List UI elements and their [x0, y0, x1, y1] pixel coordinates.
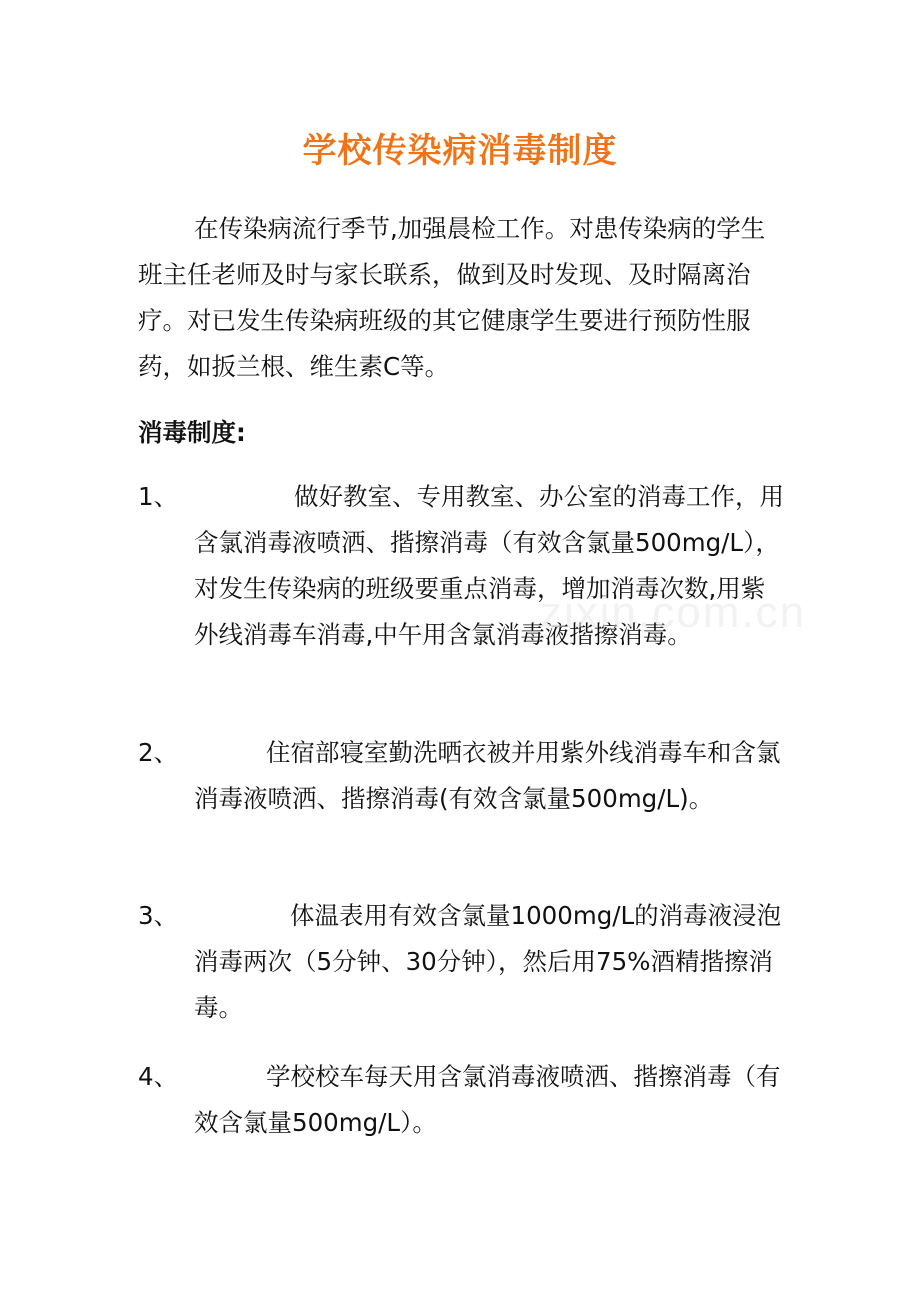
watermark: zixin.com.cn	[540, 588, 807, 637]
document-title: 学校传染病消毒制度	[302, 131, 618, 171]
list-item-number: 3、	[138, 901, 179, 930]
list-item-number: 4、	[138, 1062, 179, 1091]
list-item-text: 做好教室、专用教室、办公室的消毒工作，用含氯消毒液喷洒、揩擦消毒（有效含氯量500mg/L），对发生传染病的班级要重点消毒，增加消毒次数,用紫外线消毒车消毒,中午用含氯消毒液揩擦消毒。	[194, 482, 784, 649]
list-item	[138, 1054, 788, 1146]
section-label: 消毒制度:	[138, 418, 246, 447]
list-item-text: 体温表用有效含氯量1000mg/L的消毒液浸泡消毒两次（5分钟、30分钟），然后用75%酒精揩擦消毒。	[194, 901, 782, 1022]
list-item	[138, 474, 788, 658]
list-item-text: 学校校车每天用含氯消毒液喷洒、揩擦消毒（有效含氯量500mg/L）。	[194, 1062, 781, 1137]
list-item-text: 住宿部寝室勤洗晒衣被并用紫外线消毒车和含氯消毒液喷洒、揩擦消毒(有效含氯量500mg/L)。	[194, 738, 781, 813]
list-item	[138, 730, 788, 822]
list-item-number: 2、	[138, 738, 179, 767]
list-item-number: 1、	[138, 482, 179, 511]
intro-paragraph: 在传染病流行季节,加强晨检工作。对患传染病的学生班主任老师及时与家长联系，做到及时发现、及时隔离治疗。对已发生传染病班级的其它健康学生要进行预防性服药，如扳兰根、维生素C等。	[138, 214, 766, 381]
list-item	[138, 893, 788, 1031]
